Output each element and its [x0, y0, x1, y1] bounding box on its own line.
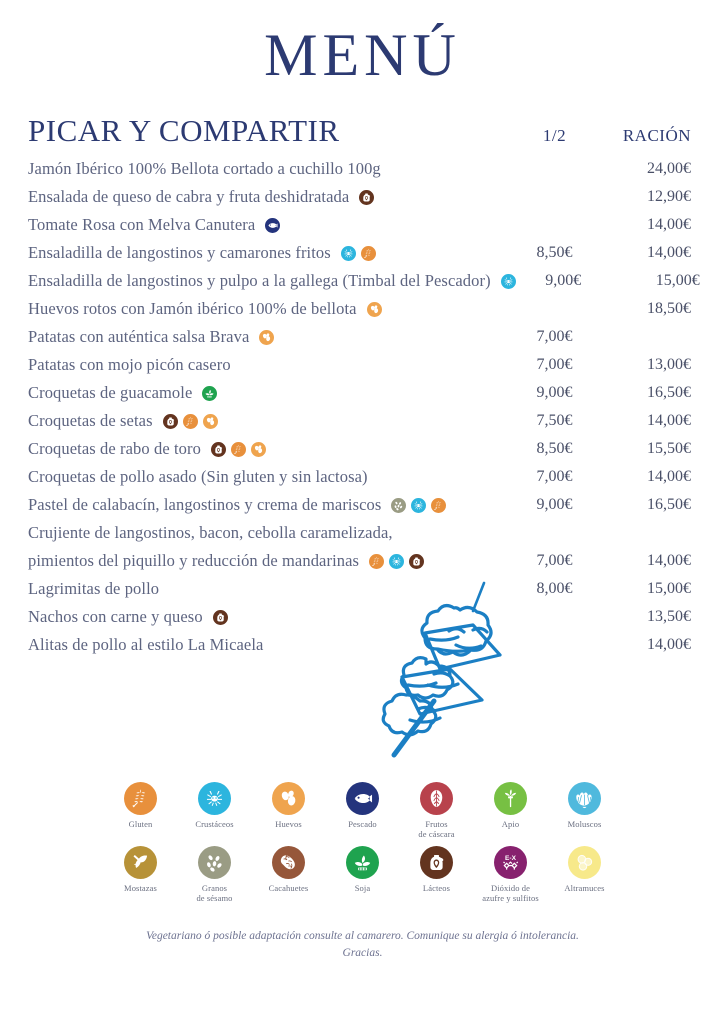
- menu-item-label: Pastel de calabacín, langostinos y crema de mariscos: [28, 495, 382, 514]
- legend-item-label: Dióxido de azufre y sulfitos: [482, 882, 539, 904]
- legend-item-pescado: [326, 782, 400, 840]
- menu-item-allergen-icons: [341, 246, 376, 261]
- legend-item-lacteos: [400, 846, 474, 904]
- page-title: MENÚ: [264, 22, 461, 88]
- soja-icon: [346, 846, 379, 879]
- menu-item-price-racion: 14,00€: [647, 468, 691, 485]
- column-header-racion: RACIÓN: [622, 126, 691, 145]
- menu-item-label: Patatas con mojo picón casero: [28, 355, 231, 374]
- pescado-icon: [265, 218, 280, 233]
- menu-item-name: [28, 607, 507, 627]
- moluscos-icon: [568, 782, 601, 815]
- menu-item-label: Nachos con carne y queso: [28, 607, 203, 626]
- menu-item-name: [28, 383, 507, 403]
- menu-item-label: Ensalada de queso de cabra y fruta deshidratada: [28, 187, 350, 206]
- menu-item-label: pimientos del piquillo y reducción de mandarinas: [28, 551, 360, 570]
- menu-item-name: [28, 243, 507, 263]
- legend-item-huevos: [252, 782, 326, 840]
- menu-item-name: [28, 187, 507, 207]
- menu-item-row: [28, 407, 697, 435]
- menu-item-label: Crujiente de langostinos, bacon, cebolla caramelizada,: [28, 523, 393, 542]
- crustaceos-icon: [341, 246, 356, 261]
- legend-item-label: Huevos: [275, 819, 302, 829]
- footer-note: [0, 928, 725, 963]
- legend-item-gluten: [104, 782, 178, 840]
- menu-item-row: [28, 379, 697, 407]
- huevos-icon: [259, 330, 274, 345]
- menu-item-allergen-icons: [202, 386, 217, 401]
- menu-item-price-racion: 15,00€: [655, 272, 700, 289]
- sesamo-icon: [391, 498, 406, 513]
- menu-item-name: [28, 299, 507, 319]
- legend-item-crustaceos: [178, 782, 252, 840]
- menu-item-allergen-icons: [367, 302, 382, 317]
- menu-item-label: Croquetas de guacamole: [28, 383, 193, 402]
- footer-line-1: Vegetariano ó posible adaptación consulte al camarero. Comunique su alergia ó intolerancia.: [146, 930, 579, 942]
- menu-item-name: [28, 327, 507, 347]
- menu-item-row: [28, 211, 697, 239]
- legend-item-altramuces: [548, 846, 622, 904]
- legend-item-label: Crustáceos: [195, 819, 234, 829]
- menu-item-row: [28, 575, 697, 603]
- section-header: [0, 87, 725, 149]
- menu-item-label: Alitas de pollo al estilo La Micaela: [28, 635, 264, 654]
- soja-icon: [202, 386, 217, 401]
- menu-item-price-half: 9,00€: [545, 272, 582, 289]
- menu-item-label: Lagrimitas de pollo: [28, 579, 160, 598]
- menu-item-row: [28, 463, 697, 491]
- gluten-icon: [183, 414, 198, 429]
- menu-item-name: [28, 523, 507, 543]
- sulfitos-icon: [494, 846, 527, 879]
- menu-item-row: [28, 631, 697, 659]
- menu-item-price-racion: 14,00€: [647, 216, 691, 233]
- menu-item-row: [28, 323, 697, 351]
- lacteos-icon: [213, 610, 228, 625]
- legend-item-label: Cacahuetes: [268, 882, 309, 893]
- legend-item-moluscos: [548, 782, 622, 840]
- menu-item-name: [28, 551, 507, 571]
- gluten-icon: [361, 246, 376, 261]
- legend-item-frutos-cascara: [400, 782, 474, 840]
- menu-item-allergen-icons: [265, 218, 280, 233]
- huevos-icon: [251, 442, 266, 457]
- menu-item-allergen-icons: [163, 414, 218, 429]
- legend-item-sulfitos: [474, 846, 548, 904]
- menu-item-price-racion: 13,00€: [647, 356, 691, 373]
- menu-item-price-racion: 13,50€: [647, 608, 691, 625]
- menu-item-price-half: 7,50€: [536, 412, 573, 429]
- menu-item-label: Ensaladilla de langostinos y camarones fritos: [28, 243, 331, 262]
- menu-item-row: [28, 603, 697, 631]
- menu-item-row: [28, 351, 697, 379]
- cacahuetes-icon: [272, 846, 305, 879]
- menu-item-label: Croquetas de pollo asado (Sin gluten y sin lactosa): [28, 467, 368, 486]
- apio-icon: [494, 782, 527, 815]
- huevos-icon: [272, 782, 305, 815]
- menu-item-price-racion: 24,00€: [647, 160, 691, 177]
- legend-item-sesamo: [178, 846, 252, 904]
- legend-item-label: Gluten: [128, 819, 153, 829]
- menu-item-label: Patatas con auténtica salsa Brava: [28, 327, 250, 346]
- menu-item-label: Ensaladilla de langostinos y pulpo a la gallega (Timbal del Pescador): [28, 271, 491, 290]
- menu-item-price-racion: 14,00€: [647, 636, 691, 653]
- menu-item-name: [28, 159, 507, 179]
- svg-text:E-X: E-X: [505, 854, 516, 862]
- menu-item-price-racion: 14,00€: [647, 552, 691, 569]
- menu-item-price-half: 7,00€: [536, 468, 573, 485]
- pescado-icon: [346, 782, 379, 815]
- legend-item-label: Soja: [354, 882, 371, 893]
- gluten-icon: [431, 498, 446, 513]
- huevos-icon: [367, 302, 382, 317]
- sesamo-icon: [198, 846, 231, 879]
- menu-item-price-racion: 14,00€: [647, 412, 691, 429]
- crustaceos-icon: [198, 782, 231, 815]
- menu-item-price-half: 8,50€: [536, 440, 573, 457]
- menu-item-price-half: 7,00€: [536, 356, 573, 373]
- lacteos-icon: [359, 190, 374, 205]
- menu-item-name: [28, 215, 507, 235]
- lacteos-icon: [420, 846, 453, 879]
- menu-item-row: [28, 183, 697, 211]
- menu-item-name: [28, 467, 507, 487]
- menu-item-allergen-icons: [359, 190, 374, 205]
- frutos-cascara-icon: [420, 782, 453, 815]
- menu-item-allergen-icons: [391, 498, 446, 513]
- menu-item-allergen-icons: [369, 554, 424, 569]
- gluten-icon: [369, 554, 384, 569]
- altramuces-icon: [568, 846, 601, 879]
- menu-item-name: [28, 495, 507, 515]
- legend-item-label: Pescado: [348, 819, 377, 829]
- legend-item-label: Frutos de cáscara: [418, 819, 455, 840]
- legend-item-label: Altramuces: [564, 882, 605, 893]
- menu-item-row: [28, 267, 700, 295]
- menu-item-name: [28, 439, 507, 459]
- allergen-legend-row-2: [0, 846, 725, 904]
- menu-item-row: [28, 295, 697, 323]
- menu-item-price-racion: 16,50€: [647, 496, 691, 513]
- menu-item-row: [28, 239, 697, 267]
- huevos-icon: [203, 414, 218, 429]
- menu-item-row: [28, 491, 697, 519]
- menu-item-allergen-icons: [501, 274, 516, 289]
- menu-item-price-half: 9,00€: [536, 384, 573, 401]
- legend-item-cacahuetes: [252, 846, 326, 904]
- menu-item-price-half: 9,00€: [536, 496, 573, 513]
- menu-item-row: [28, 519, 697, 547]
- column-header-half: 1/2: [542, 126, 567, 145]
- crustaceos-icon: [389, 554, 404, 569]
- menu-item-name: [28, 271, 516, 291]
- menu-item-row: [28, 155, 697, 183]
- legend-item-mostazas: [104, 846, 178, 904]
- menu-item-label: Jamón Ibérico 100% Bellota cortado a cuchillo 100g: [28, 159, 381, 178]
- crustaceos-icon: [501, 274, 516, 289]
- legend-item-label: Mostazas: [124, 882, 157, 893]
- menu-item-allergen-icons: [259, 330, 274, 345]
- section-title: PICAR Y COMPARTIR: [28, 113, 340, 148]
- menu-item-label: Tomate Rosa con Melva Canutera: [28, 215, 256, 234]
- lacteos-icon: [211, 442, 226, 457]
- menu-item-price-half: 7,00€: [536, 328, 573, 345]
- footer-line-2: Gracias.: [342, 947, 383, 960]
- legend-item-label: Granos de sésamo: [196, 882, 233, 904]
- gluten-icon: [231, 442, 246, 457]
- legend-item-label: Apio: [501, 819, 520, 829]
- menu-items-list: [0, 149, 725, 659]
- menu-item-price-racion: 14,00€: [647, 244, 691, 261]
- lacteos-icon: [163, 414, 178, 429]
- menu-item-price-half: 7,00€: [536, 552, 573, 569]
- legend-item-label: Lácteos: [422, 882, 451, 893]
- gluten-icon: [124, 782, 157, 815]
- allergen-legend-row-1: [0, 782, 725, 840]
- legend-item-apio: [474, 782, 548, 840]
- menu-item-price-racion: 12,90€: [647, 188, 691, 205]
- menu-item-label: Croquetas de rabo de toro: [28, 439, 201, 458]
- menu-item-name: [28, 411, 507, 431]
- legend-item-label: Moluscos: [567, 819, 602, 829]
- menu-item-row: [28, 435, 697, 463]
- menu-item-price-racion: 16,50€: [647, 384, 691, 401]
- menu-item-name: [28, 579, 507, 599]
- lacteos-icon: [409, 554, 424, 569]
- menu-item-price-half: 8,00€: [536, 580, 573, 597]
- menu-item-allergen-icons: [213, 610, 228, 625]
- legend-item-soja: [326, 846, 400, 904]
- menu-item-price-racion: 15,50€: [647, 440, 691, 457]
- menu-item-label: Huevos rotos con Jamón ibérico 100% de bellota: [28, 299, 357, 318]
- menu-item-price-half: 8,50€: [536, 244, 573, 261]
- menu-item-label: Croquetas de setas: [28, 411, 153, 430]
- menu-item-price-racion: 15,00€: [647, 580, 691, 597]
- menu-item-name: [28, 635, 507, 655]
- mostazas-icon: [124, 846, 157, 879]
- menu-item-allergen-icons: [211, 442, 266, 457]
- menu-item-name: [28, 355, 507, 375]
- crustaceos-icon: [411, 498, 426, 513]
- menu-item-row: [28, 547, 697, 575]
- menu-item-price-racion: 18,50€: [647, 300, 691, 317]
- allergen-legend: [0, 782, 725, 903]
